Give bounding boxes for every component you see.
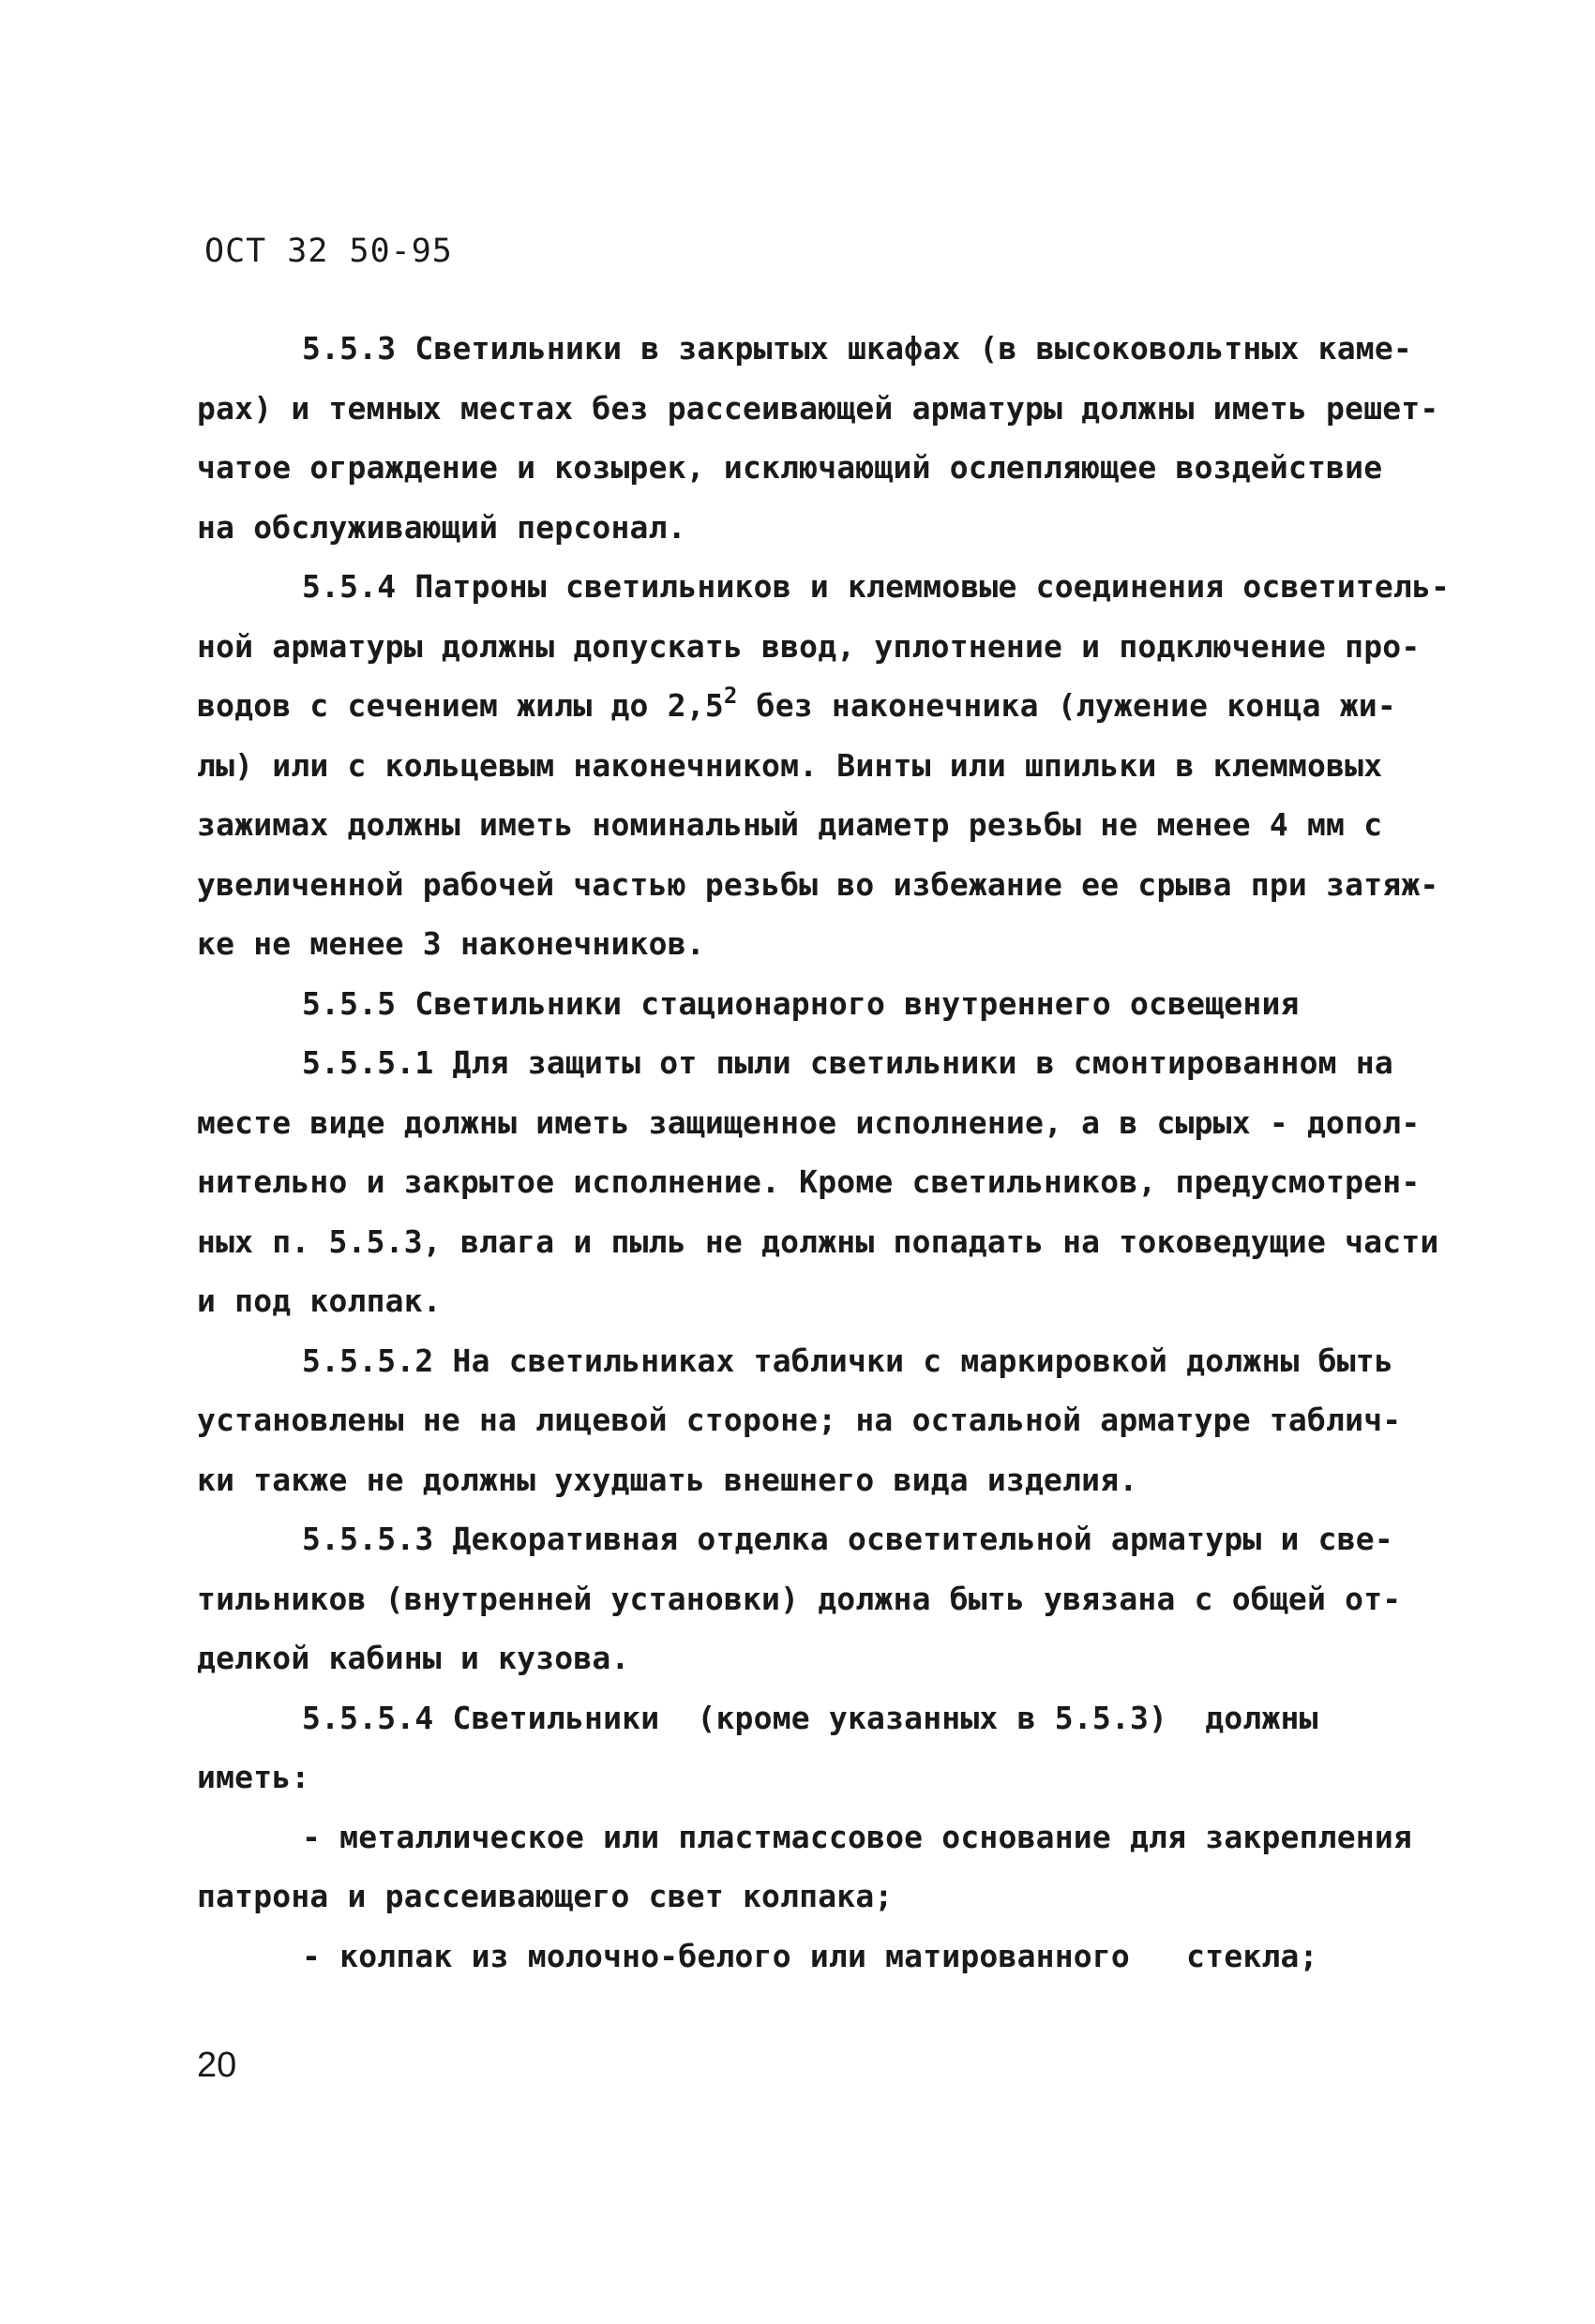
text-line: на обслуживающий персонал.	[197, 508, 686, 546]
text-line: тильников (внутренней установки) должна быть увязана с общей от-	[197, 1580, 1402, 1617]
text-line: 5.5.5.1 Для защиты от пыли светильники в смонтированном на	[302, 1044, 1393, 1081]
text-line: 5.5.5.4 Светильники (кроме указанных в 5.5.3) должны	[302, 1699, 1318, 1736]
page-number: 20	[197, 2046, 237, 2085]
text-line: 5.5.3 Светильники в закрытых шкафах (в высоковольтных каме-	[302, 330, 1412, 367]
text-line: зажимах должны иметь номинальный диаметр резьбы не менее 4 мм с	[197, 806, 1383, 843]
list-item: - металлическое или пластмассовое основание для закрепления	[302, 1818, 1412, 1855]
text-line: ных п. 5.5.3, влага и пыль не должны попадать на токоведущие части	[197, 1222, 1439, 1260]
text-line: 5.5.5.3 Декоративная отделка осветительной арматуры и све-	[302, 1521, 1393, 1557]
text-line: нительно и закрытое исполнение. Кроме светильников, предусмотрен-	[197, 1163, 1421, 1200]
text-line: и под колпак.	[197, 1282, 442, 1319]
document-code: ОСТ 32 50-95	[204, 232, 453, 270]
text-line: 5.5.5.2 На светильниках таблички с маркировкой должны быть	[302, 1342, 1393, 1379]
section-heading: 5.5.5 Светильники стационарного внутреннего освещения	[302, 984, 1300, 1022]
text-line-with-superscript	[197, 676, 1416, 736]
document-body	[197, 319, 1451, 1986]
text-fragment: без наконечника (лужение конца жи-	[737, 687, 1396, 724]
text-line: патрона и рассеивающего свет колпака;	[197, 1878, 894, 1914]
text-line: увеличенной рабочей частью резьбы во избежание ее срыва при затяж-	[197, 865, 1439, 903]
list-item: - колпак из молочно-белого или матированного стекла;	[302, 1937, 1318, 1974]
text-line: ки также не должны ухудшать внешнего вида изделия.	[197, 1461, 1138, 1498]
superscript: 2	[723, 682, 738, 709]
text-line: установлены не на лицевой стороне; на остальной арматуре таблич-	[197, 1402, 1402, 1438]
text-line: рах) и темных местах без рассеивающей арматуры должны иметь решет-	[197, 389, 1439, 427]
text-line: ке не менее 3 наконечников.	[197, 925, 705, 962]
text-line: 5.5.4 Патроны светильников и клеммовые соединения осветитель-	[302, 568, 1451, 605]
text-line: лы) или с кольцевым наконечником. Винты или шпильки в клеммовых	[197, 746, 1383, 784]
text-line: ной арматуры должны допускать ввод, уплотнение и подключение про-	[197, 627, 1421, 665]
text-line: иметь:	[197, 1759, 310, 1795]
text-line: чатое ограждение и козырек, исключающий ослепляющее воздействие	[197, 449, 1383, 486]
text-line: делкой кабины и кузова.	[197, 1640, 630, 1676]
text-fragment: водов с сечением жилы до 2,5	[197, 687, 724, 724]
text-line: месте виде должны иметь защищенное исполнение, а в сырых - допол-	[197, 1103, 1421, 1141]
